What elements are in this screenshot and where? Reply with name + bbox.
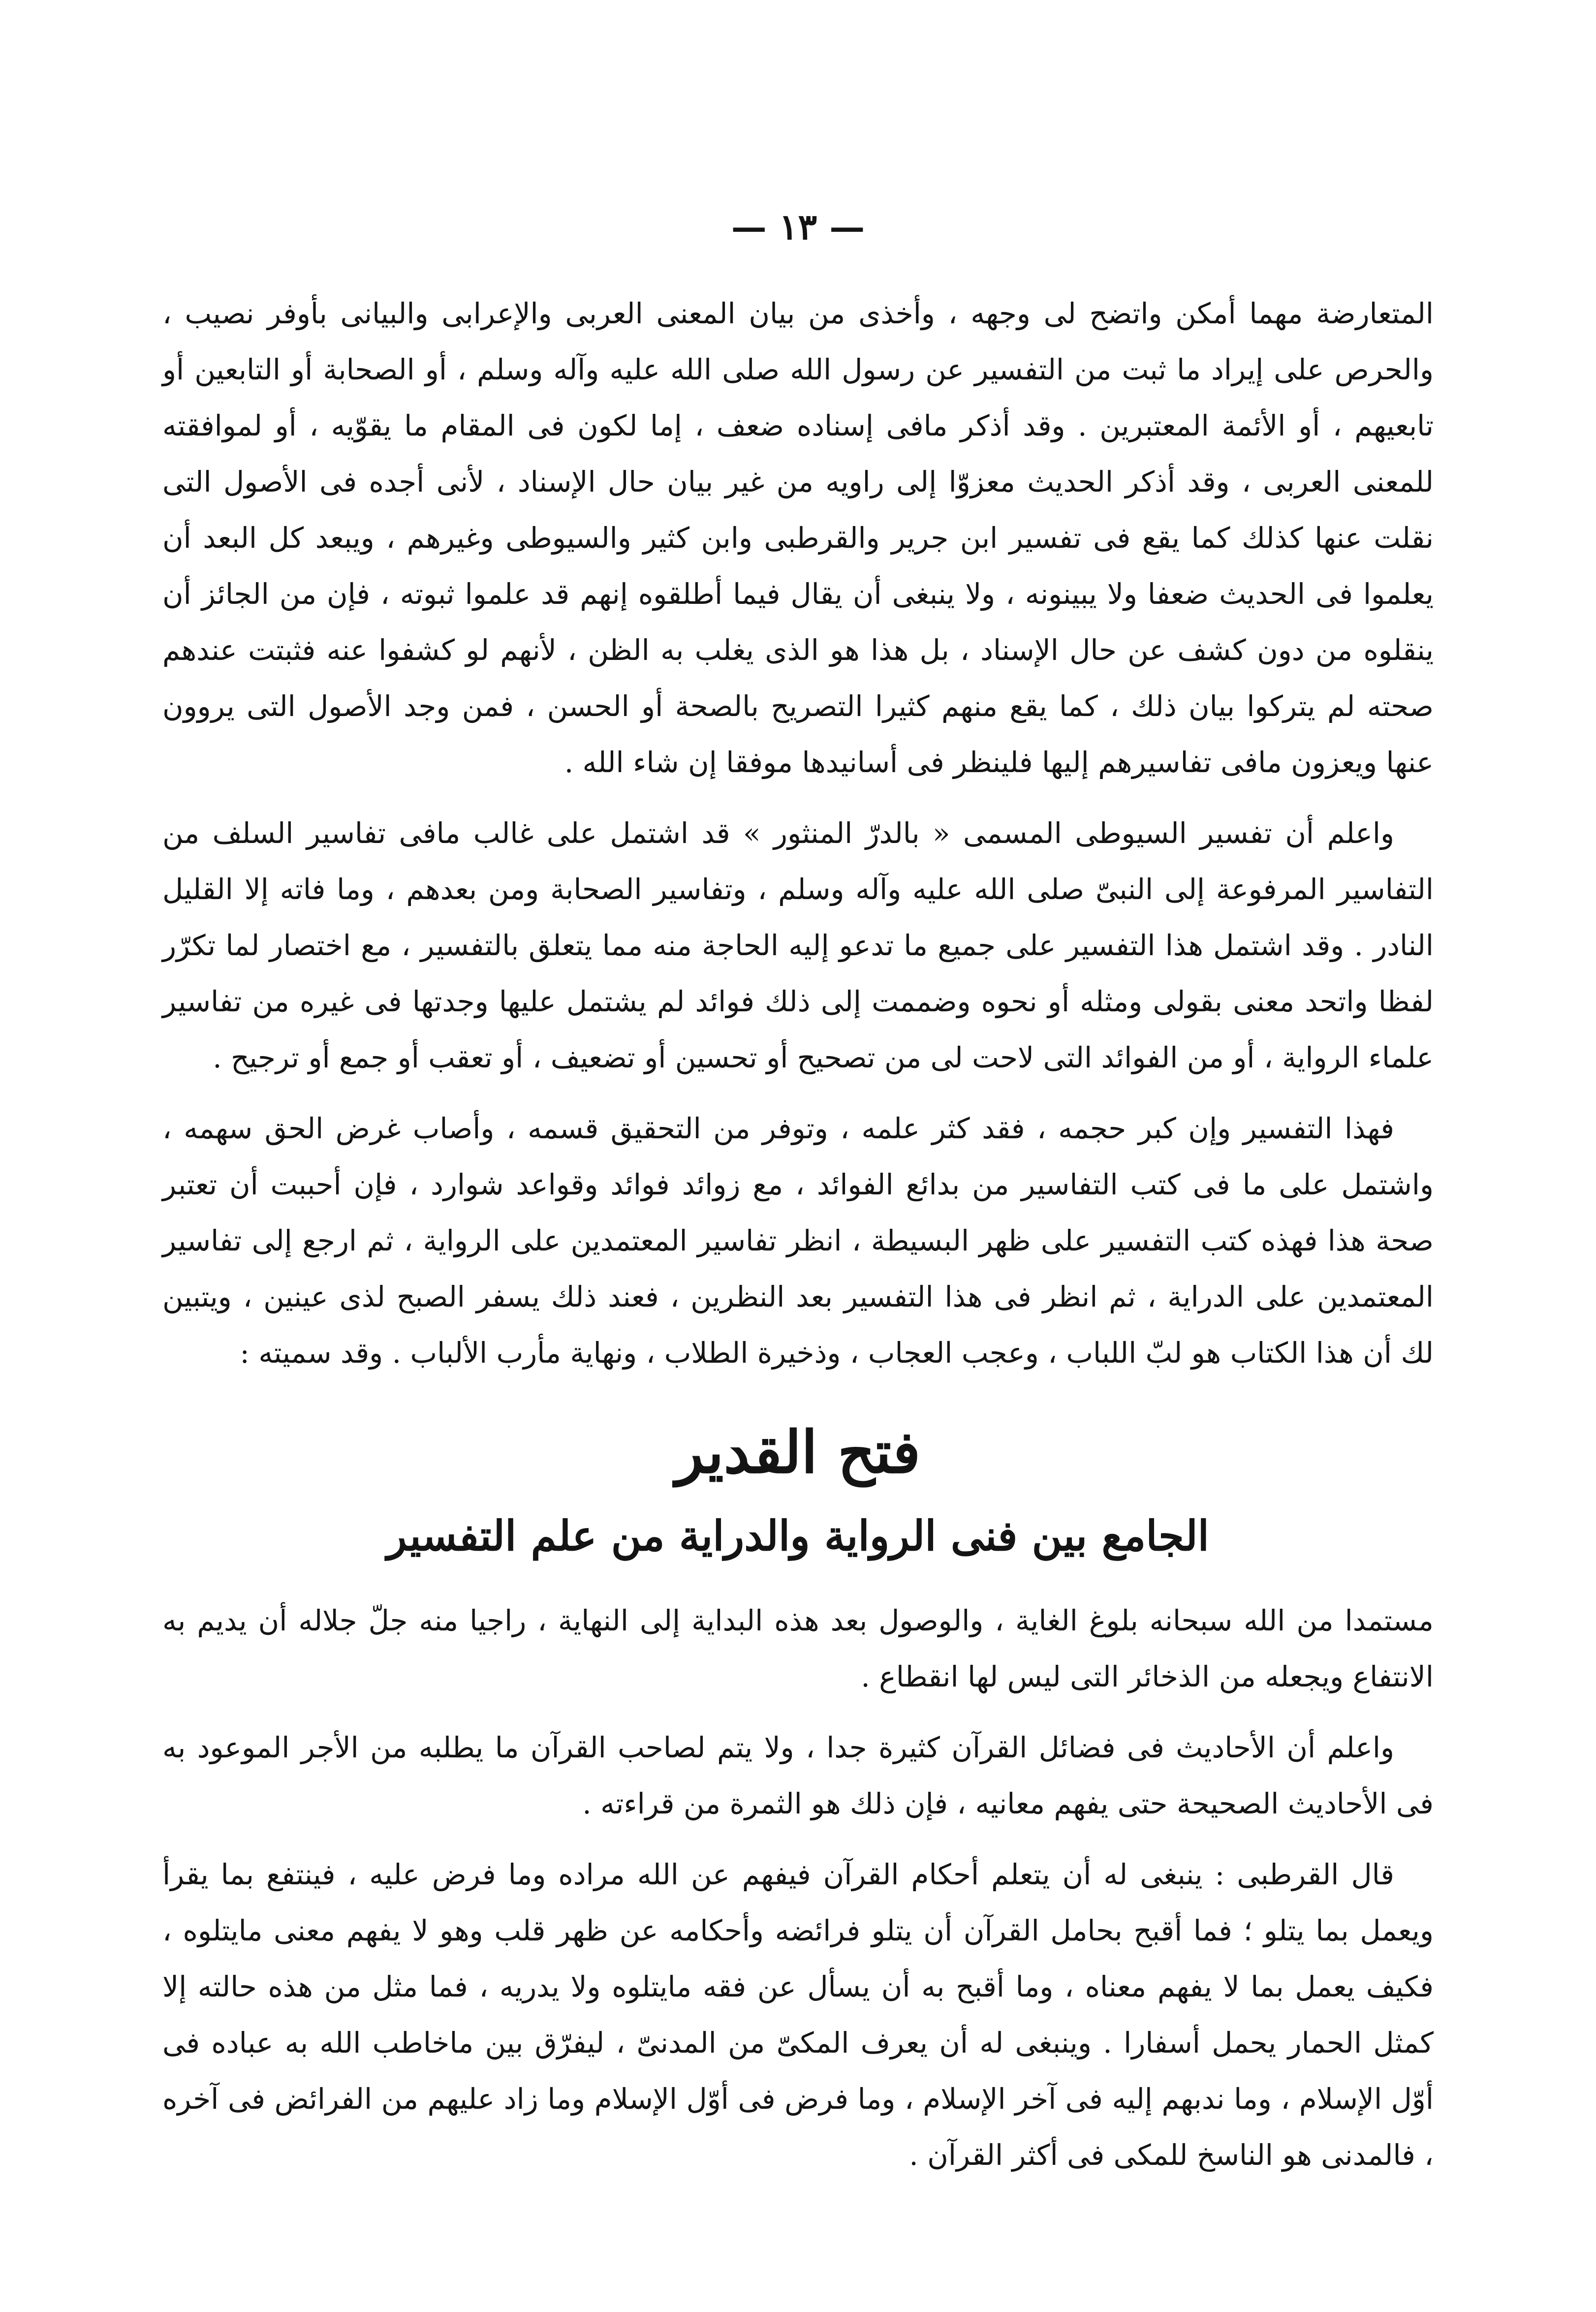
page-number: — ١٣ — xyxy=(731,206,865,248)
body-text xyxy=(162,285,1434,2198)
book-subtitle: الجامع بين فنى الرواية والدراية من علم التفسير xyxy=(386,1511,1210,1560)
paragraph: المتعارضة مهما أمكن واتضح لى وجهه ، وأخذى من بيان المعنى العربى والإعرابى والبيانى بأوفر نصيب ، والحرص على إيراد ما ثبت من التفسير عن رسول الله صلى الله عليه وآله وسلم ، أو الصحابة أو التابعين أو تابعيهم ، أو الأئمة المعتبرين . وقد أذكر مافى إسناده ضعف ، إما لكون فى المقام ما يقوّيه ، أو لموافقته للمعنى العربى ، وقد أذكر الحديث معزوّا إلى راويه من غير بيان حال الإسناد ، لأنى أجده فى الأصول التى نقلت عنها كذلك كما يقع فى تفسير ابن جرير والقرطبى وابن كثير والسيوطى وغيرهم ، ويبعد كل البعد أن يعلموا فى الحديث ضعفا ولا يبينونه ، ولا ينبغى أن يقال فيما أطلقوه إنهم قد علموا ثبوته ، فإن من الجائز أن ينقلوه من دون كشف عن حال الإسناد ، بل هذا هو الذى يغلب به الظن ، لأنهم لو كشفوا عنه فثبتت عندهم صحته لم يتركوا بيان ذلك ، كما يقع منهم كثيرا التصريح بالصحة أو الحسن ، فمن وجد الأصول التى يروون عنها ويعزون مافى تفاسيرهم إليها فلينظر فى أسانيدها موفقا إن شاء الله . xyxy=(162,297,1434,779)
paragraph: قال القرطبى : ينبغى له أن يتعلم أحكام القرآن فيفهم عن الله مراده وما فرض عليه ، فينتفع بما يقرأ ويعمل بما يتلو ؛ فما أقبح بحامل القرآن أن يتلو فرائضه وأحكامه عن ظهر قلب وهو لا يفهم معنى مايتلوه ، فكيف يعمل بما لا يفهم معناه ، وما أقبح به أن يسأل عن فقه مايتلوه ولا يدريه ، فما مثل من هذه حالته إلا كمثل الحمار يحمل أسفارا . وينبغى له أن يعرف المكىّ من المدنىّ ، ليفرّق بين ماخاطب الله به عباده فى أوّل الإسلام ، وما ندبهم إليه فى آخر الإسلام ، وما فرض فى أوّل الإسلام وما زاد عليهم من الفرائض فى آخره ، فالمدنى هو الناسخ للمكى فى أكثر القرآن . xyxy=(162,1858,1434,2172)
paragraph: واعلم أن الأحاديث فى فضائل القرآن كثيرة جدا ، ولا يتم لصاحب القرآن ما يطلبه من الأجر الموعود به فى الأحاديث الصحيحة حتى يفهم معانيه ، فإن ذلك هو الثمرة من قراءته . xyxy=(162,1731,1434,1820)
paragraph: فهذا التفسير وإن كبر حجمه ، فقد كثر علمه ، وتوفر من التحقيق قسمه ، وأصاب غرض الحق سهمه ، واشتمل على ما فى كتب التفاسير من بدائع الفوائد ، مع زوائد فوائد وقواعد شوارد ، فإن أحببت أن تعتبر صحة هذا فهذه كتب التفسير على ظهر البسيطة ، انظر تفاسير المعتمدين على الرواية ، ثم ارجع إلى تفاسير المعتمدين على الدراية ، ثم انظر فى هذا التفسير بعد النظرين ، فعند ذلك يسفر الصبح لذى عينين ، ويتبين لك أن هذا الكتاب هو لبّ اللباب ، وعجب العجاب ، وذخيرة الطلاب ، ونهاية مأرب الألباب . وقد سميته : xyxy=(162,1112,1434,1370)
book-title-block xyxy=(162,1410,1434,1573)
book-title: فتح القدير xyxy=(675,1418,921,1486)
paragraph: مستمدا من الله سبحانه بلوغ الغاية ، والوصول بعد هذه البداية إلى النهاية ، راجيا منه جلّ جلاله أن يديم به الانتفاع ويجعله من الذخائر التى ليس لها انقطاع . xyxy=(162,1604,1434,1693)
paragraph: واعلم أن تفسير السيوطى المسمى « بالدرّ المنثور » قد اشتمل على غالب مافى تفاسير السلف من التفاسير المرفوعة إلى النبىّ صلى الله عليه وآله وسلم ، وتفاسير الصحابة ومن بعدهم ، وما فاته إلا القليل النادر . وقد اشتمل هذا التفسير على جميع ما تدعو إليه الحاجة منه مما يتعلق بالتفسير ، مع اختصار لما تكرّر لفظا واتحد معنى بقولى ومثله أو نحوه وضممت إلى ذلك فوائد لم يشتمل عليها وجدتها فى غيره من تفاسير علماء الرواية ، أو من الفوائد التى لاحت لى من تصحيح أو تحسين أو تضعيف ، أو تعقب أو جمع أو ترجيح . xyxy=(162,816,1434,1074)
